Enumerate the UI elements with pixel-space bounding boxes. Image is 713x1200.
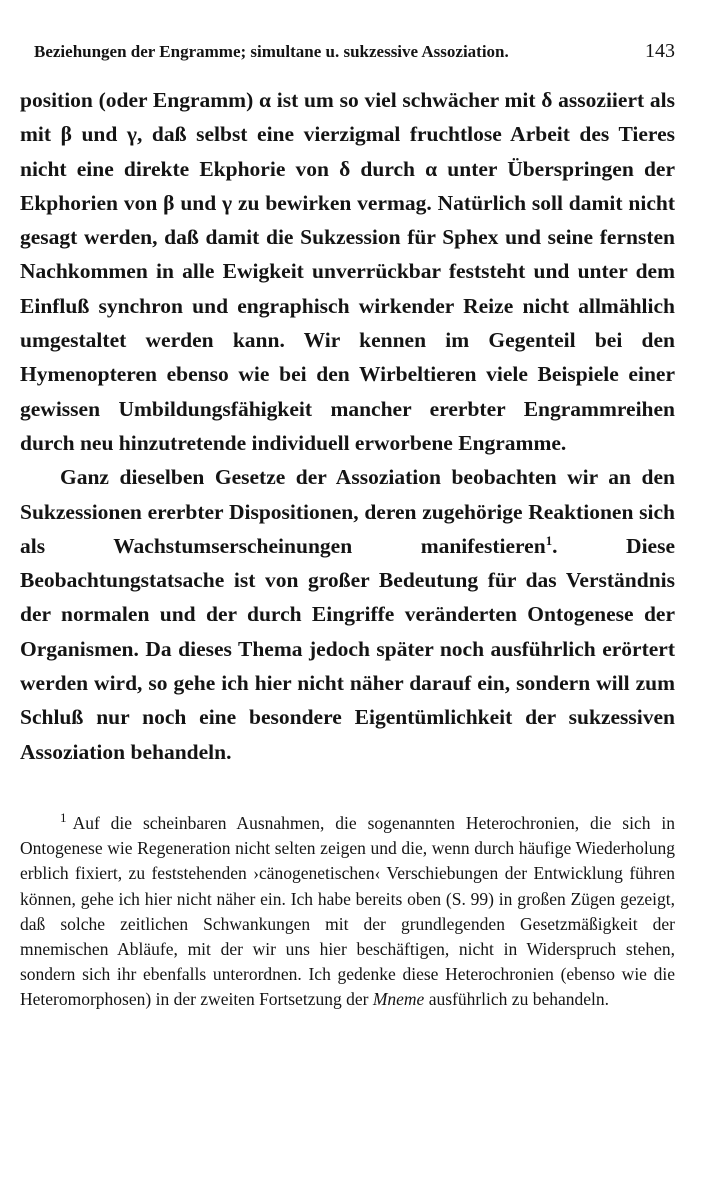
footnote <box>20 811 675 1013</box>
paragraph-continued: position (oder Engramm) α ist um so viel schwächer mit δ assoziiert als mit β und γ, daß selbst eine vierzigmal fruchtlose Arbeit des Tieres nicht eine direkte Ekphorie von δ durch α unter Überspringen der Ekphorien von β und γ zu bewirken vermag. Natürlich soll damit nicht gesagt werden, daß damit die Sukzession für Sphex und seine fernsten Nachkommen in alle Ewigkeit unverrückbar feststeht und unter dem Einfluß synchron und engraphisch wirkender Reize nicht allmählich umgestaltet werden kann. Wir kennen im Gegenteil bei den Hymenopteren ebenso wie bei den Wirbeltieren viele Beispiele einer gewissen Umbildungsfähigkeit mancher ererbter Engrammreihen durch neu hinzutretende individuell erworbene Engramme. <box>20 88 675 455</box>
running-header <box>20 40 675 63</box>
footnote-text-part1: Auf die scheinbaren Ausnahmen, die sogenannten Heterochronien, die sich in Ontogenese wie Regeneration nicht selten zeigen und die, wenn durch häufige Wiederholung erblich fixiert, zu feststehenden ›cänogenetischen‹ Verschiebungen der Entwicklung führen können, gehe ich hier nicht näher ein. Ich habe bereits oben (S. 99) in großen Zügen gezeigt, daß solche zeitlichen Schwankungen mit der grundlegenden Gesetzmäßigkeit der mnemischen Abläufe, mit der wir uns hier beschäftigen, nicht in Widerspruch stehen, sondern sich ihr ebenfalls unterordnen. Ich gedenke diese Heterochronien (ebenso wie die Heteromorphosen) in der zweiten Fortsetzung der <box>20 812 675 1010</box>
footnote-reference: 1 <box>545 533 553 548</box>
paragraph-text-part1: Ganz dieselben Gesetze der Assoziation beobachten wir an den Sukzessionen ererbter Dispositionen, deren zugehörige Reaktionen sich als Wachstumserscheinungen manifestieren <box>20 465 675 558</box>
page-number: 143 <box>645 40 675 62</box>
paragraph-association <box>20 460 675 769</box>
main-text <box>20 83 675 769</box>
footnote-marker: 1 <box>60 810 67 826</box>
footnote-text-part2: ausführlich zu behandeln. <box>424 989 609 1010</box>
footnote-italic-title: Mneme <box>372 989 425 1010</box>
running-title: Beziehungen der Engramme; simultane u. sukzessive Assoziation. <box>34 42 509 61</box>
footnote-text <box>20 811 675 1013</box>
paragraph-text-part2: . Diese Beobachtungstatsache ist von großer Bedeutung für das Verständnis der normalen und der durch Eingriffe veränderten Ontogenese der Organismen. Da dieses Thema jedoch später noch ausführlich erörtert werden wird, so gehe ich hier nicht näher darauf ein, sondern will zum Schluß nur noch eine besondere Eigentümlichkeit der sukzessiven Assoziation behandeln. <box>20 533 676 764</box>
